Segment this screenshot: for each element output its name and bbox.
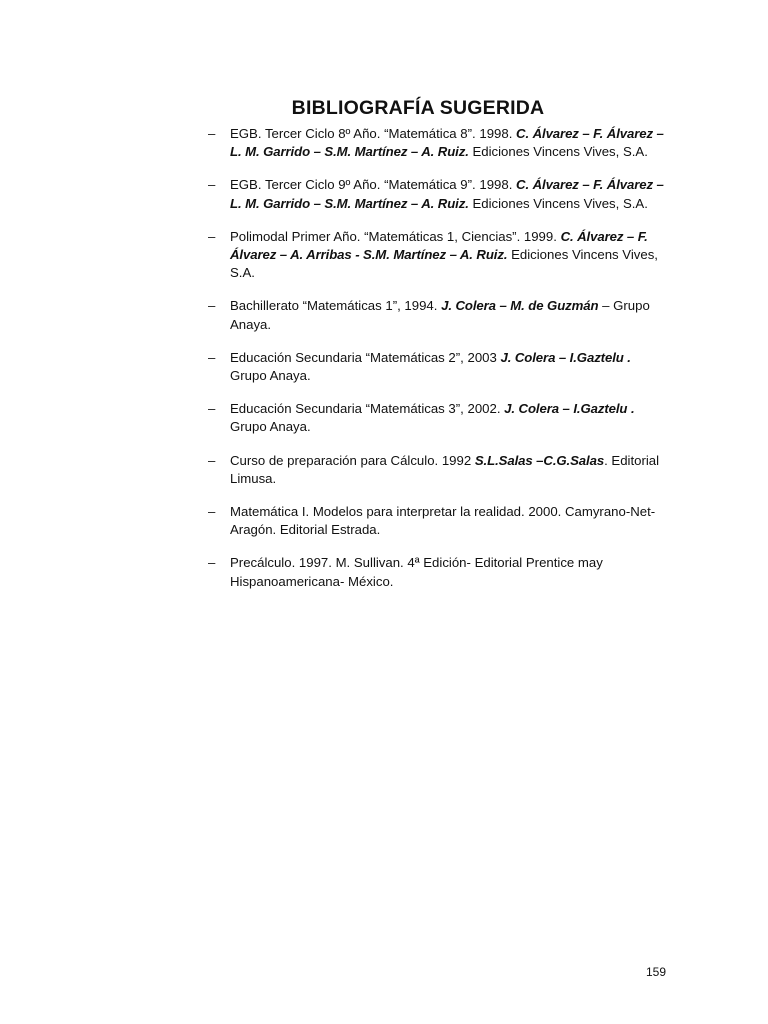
entry-authors: C. Álvarez – F. Álvarez – L. M. Garrido – S.M. Martínez – A. Ruiz. bbox=[230, 177, 664, 211]
entry-authors: J. Colera – M. de Guzmán bbox=[441, 298, 599, 314]
entry-bullet: – bbox=[208, 126, 216, 141]
entry-text: EGB. Tercer Ciclo 9º Año. “Matemática 9”. 1998. bbox=[230, 177, 517, 193]
entry-text: Educación Secundaria “Matemáticas 3”, 2002. bbox=[230, 401, 505, 417]
bibliography-list bbox=[208, 125, 668, 606]
entry-authors: C. Álvarez – F. Álvarez – A. Arribas - S.M. Martínez – A. Ruiz. bbox=[230, 228, 648, 263]
entry-bullet: – bbox=[208, 349, 216, 365]
entry-text: EGB. Tercer Ciclo 8º Año. “Matemática 8”. 1998. bbox=[230, 126, 517, 141]
entry-text: Curso de preparación para Cálculo. 1992 bbox=[230, 452, 475, 468]
entry-authors: J. Colera – I.Gaztelu . bbox=[504, 401, 635, 417]
entry-text: Polimodal Primer Año. “Matemáticas 1, Ciencias”. 1999. bbox=[230, 228, 561, 244]
entry-text: – Grupo Anaya. bbox=[230, 298, 650, 332]
page-title: BIBLIOGRAFÍA SUGERIDA bbox=[291, 97, 545, 120]
entry-text: Educación Secundaria “Matemáticas 2”, 2003 bbox=[230, 349, 501, 365]
entry-authors: J. Colera – I.Gaztelu . bbox=[500, 349, 631, 365]
bibliography-entry bbox=[208, 503, 668, 539]
entry-authors: C. Álvarez – F. Álvarez – L. M. Garrido – S.M. Martínez – A. Ruiz. bbox=[230, 126, 664, 160]
bibliography-entry bbox=[208, 452, 668, 488]
bibliography-entry bbox=[208, 554, 668, 590]
bibliography-entry bbox=[208, 176, 668, 212]
entry-bullet: – bbox=[208, 401, 216, 417]
page-number: 159 bbox=[646, 965, 667, 979]
entry-bullet: – bbox=[208, 298, 216, 314]
entry-bullet: – bbox=[208, 228, 216, 244]
bibliography-entry bbox=[208, 125, 668, 161]
bibliography-entry bbox=[208, 228, 668, 283]
entry-text: Ediciones Vincens Vives, S.A. bbox=[468, 195, 648, 211]
bibliography-entry bbox=[208, 400, 668, 436]
entry-bullet: – bbox=[208, 555, 216, 571]
bibliography-entry bbox=[208, 349, 668, 385]
entry-text: Grupo Anaya. bbox=[230, 368, 311, 384]
entry-text: Ediciones Vincens Vives, S.A. bbox=[230, 247, 658, 281]
entry-text: . Editorial Limusa. bbox=[230, 452, 660, 486]
entry-text: Matemática I. Modelos para interpretar la realidad. 2000. Camyrano-Net-Aragón. Editorial Estrada. bbox=[230, 504, 656, 538]
entry-text: Bachillerato “Matemáticas 1”, 1994. bbox=[230, 298, 442, 314]
entry-text: Ediciones Vincens Vives, S.A. bbox=[468, 144, 648, 160]
entry-bullet: – bbox=[208, 452, 216, 468]
entry-bullet: – bbox=[208, 504, 216, 520]
bibliography-entry bbox=[208, 297, 668, 333]
entry-text: Precálculo. 1997. M. Sullivan. 4ª Edición- Editorial Prentice may Hispanoamericana- México. bbox=[230, 555, 603, 589]
entry-text: Grupo Anaya. bbox=[230, 419, 311, 435]
entry-bullet: – bbox=[208, 177, 216, 193]
entry-authors: S.L.Salas –C.G.Salas bbox=[474, 452, 605, 468]
